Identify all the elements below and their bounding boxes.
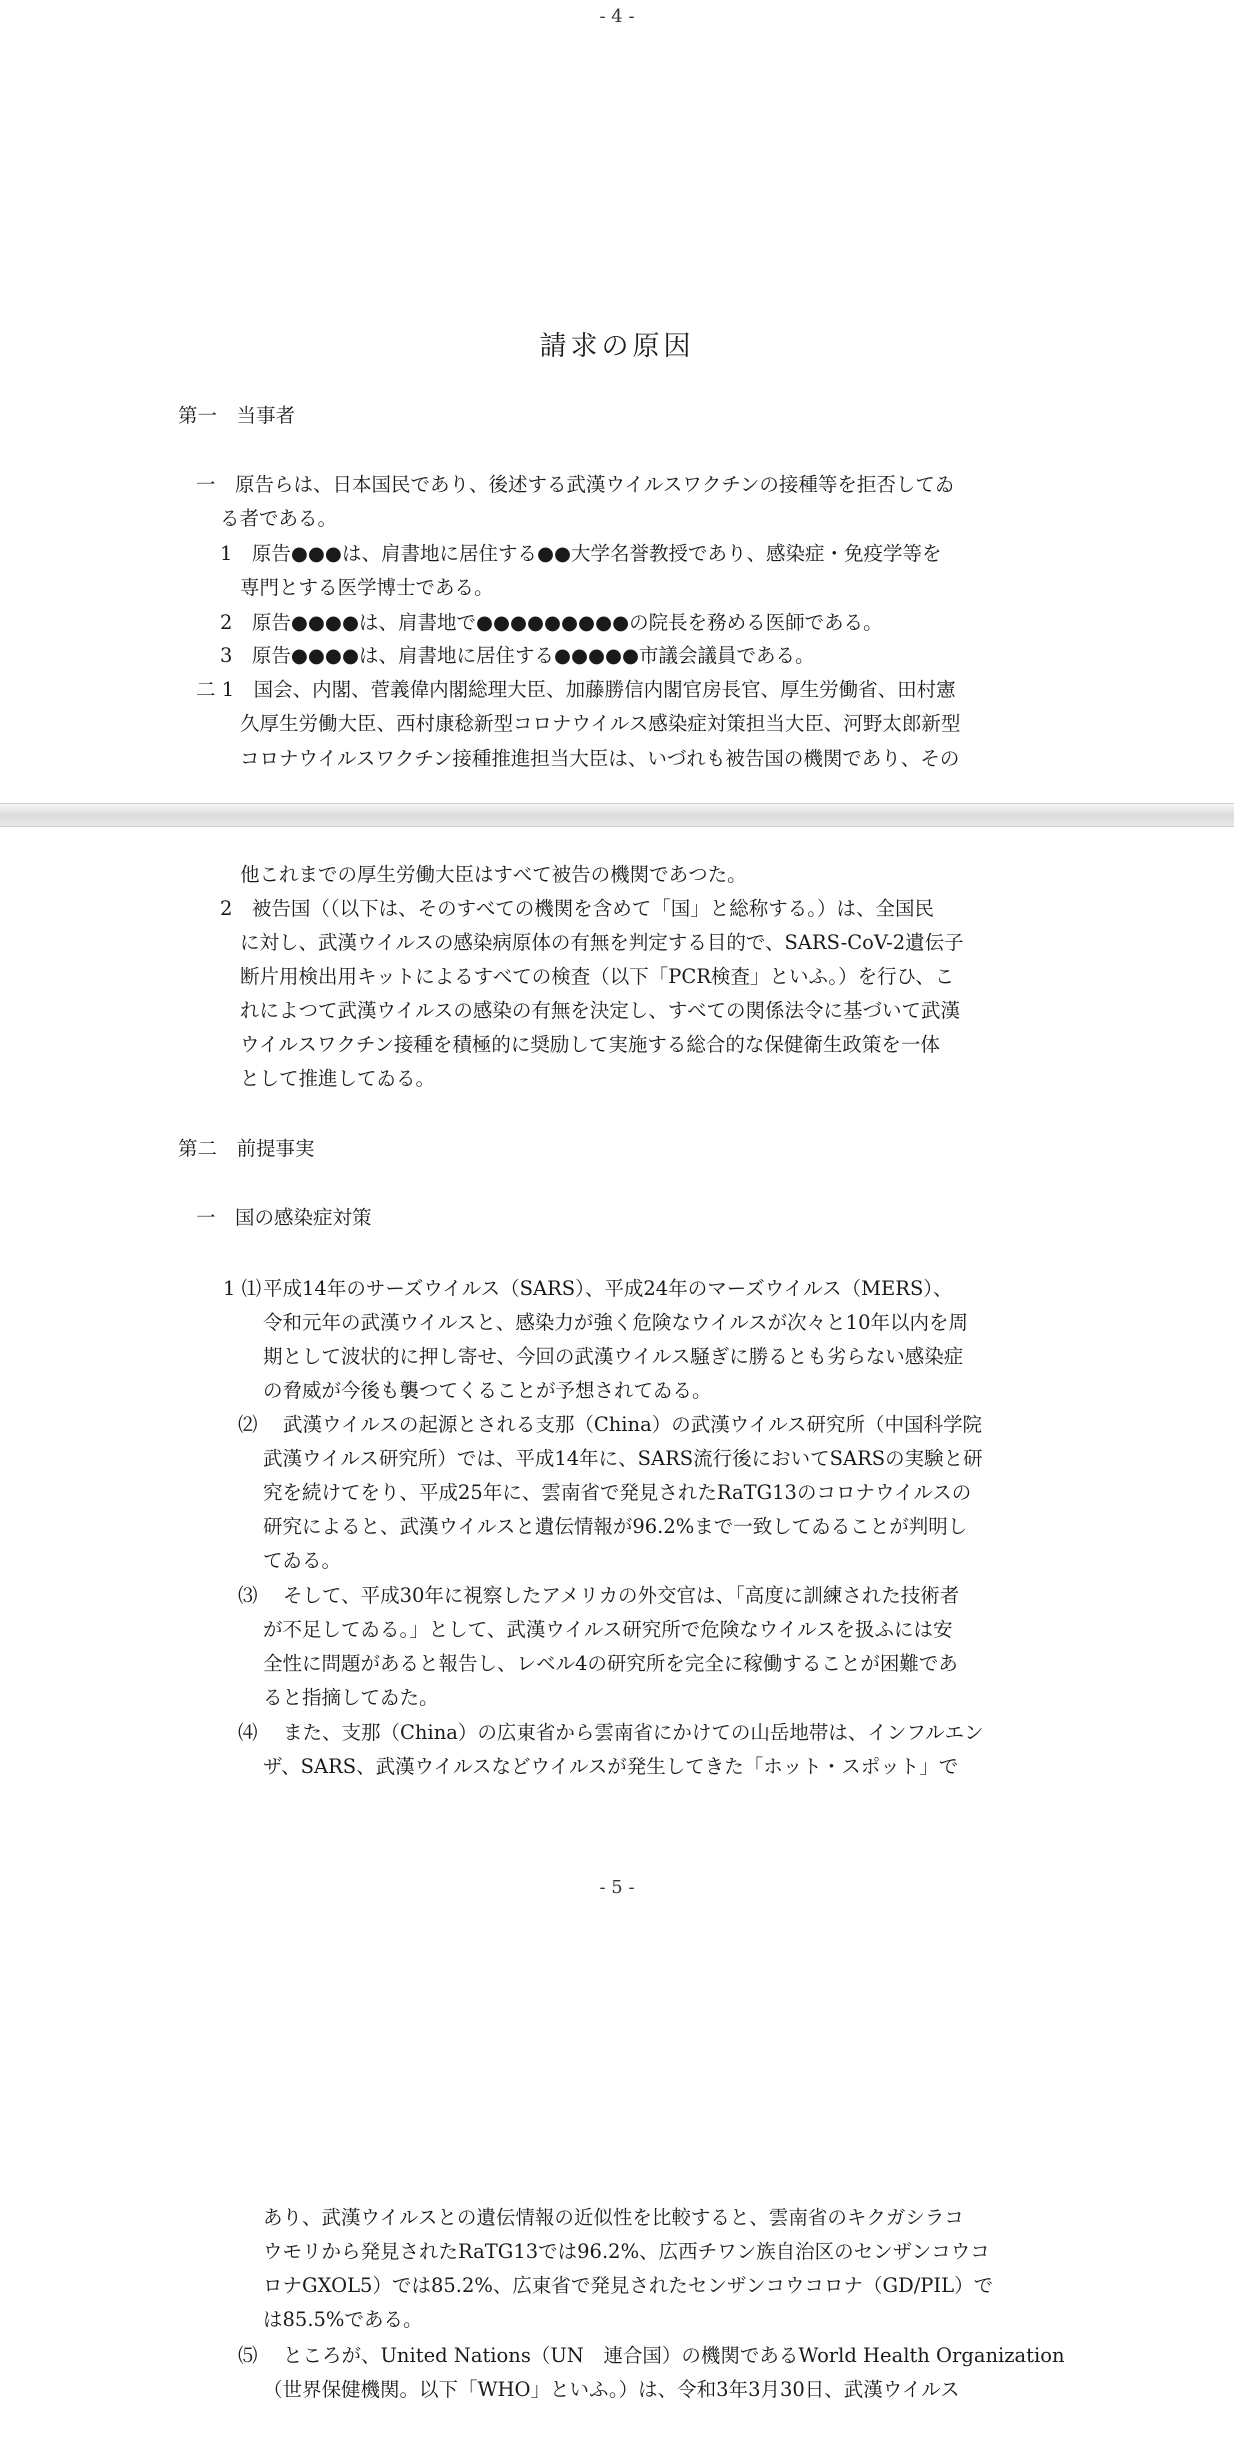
item-text: 武漢ウイルスの起源とされる支那（China）の武漢ウイルス研究所（中国科学院 — [283, 1413, 983, 1436]
text-line: 武漢ウイルス研究所）では、平成14年に、SARS流行後においてSARSの実験と研 — [263, 1447, 983, 1470]
text-line: ウモリから発見されたRaTG13では96.2%、広西チワン族自治区のセンザンコウコ — [263, 2240, 990, 2263]
text-line: 2 原告●●●●は、肩書地で●●●●●●●●●の院長を務める医師である。 — [220, 611, 883, 634]
text-line: 3 原告●●●●は、肩書地に居住する●●●●●市議会議員である。 — [220, 644, 815, 667]
item-label: ⑷ — [238, 1721, 258, 1744]
text-line: 一 原告らは、日本国民であり、後述する武漢ウイルスワクチンの接種等を拒否してゐ — [196, 473, 955, 496]
text-line: として推進してゐる。 — [240, 1067, 436, 1090]
text-line: は85.5%である。 — [263, 2308, 423, 2331]
section-heading-parties: 第一 当事者 — [178, 404, 296, 427]
text-line: が不足してゐる。」として、武漢ウイルス研究所で危険なウイルスを扱ふには安 — [263, 1618, 953, 1641]
text-line — [238, 1580, 960, 1608]
text-line: ザ、SARS、武漢ウイルスなどウイルスが発生してきた「ホット・スポット」で — [263, 1755, 959, 1778]
text-line: ウイルスワクチン接種を積極的に奨励して実施する総合的な保健衛生政策を一体 — [240, 1033, 940, 1056]
text-line: （世界保健機関。以下「WHO」といふ。）は、令和3年3月30日、武漢ウイルス — [263, 2378, 960, 2401]
page-number-5: - 5 - — [599, 1877, 635, 1898]
text-line: あり、武漢ウイルスとの遺伝情報の近似性を比較すると、雲南省のキクガシラコ — [263, 2206, 964, 2229]
text-line: 究を続けてをり、平成25年に、雲南省で発見されたRaTG13のコロナウイルスの — [263, 1481, 972, 1504]
text-line: る者である。 — [220, 507, 338, 530]
page-number-4: - 4 - — [599, 6, 635, 27]
text-line: 全性に問題があると報告し、レベル4の研究所を完全に稼働することが困難であ — [263, 1652, 958, 1675]
text-line: 令和元年の武漢ウイルスと、感染力が強く危険なウイルスが次々と10年以内を周 — [263, 1311, 968, 1334]
document-title: 請求の原因 — [539, 331, 695, 362]
text-line: 久厚生労働大臣、西村康稔新型コロナウイルス感染症対策担当大臣、河野太郎新型 — [240, 712, 961, 735]
text-line: れによつて武漢ウイルスの感染の有無を決定し、すべての関係法令に基づいて武漢 — [240, 999, 960, 1022]
subsection-heading: 一 国の感染症対策 — [196, 1206, 372, 1229]
item-label: 1 ⑴ — [223, 1277, 262, 1300]
item-text: ところが、United Nations（UN 連合国）の機関であるWorld Health Organization — [283, 2344, 1065, 2367]
text-line: に対し、武漢ウイルスの感染病原体の有無を判定する目的で、SARS-CoV-2遺伝子 — [240, 931, 964, 954]
item-label: ⑸ — [238, 2344, 258, 2367]
item-text: そして、平成30年に視察したアメリカの外交官は、「高度に訓練された技術者 — [283, 1584, 960, 1607]
text-line: 2 被告国（（以下は、そのすべての機関を含めて「国」と総称する。）は、全国民 — [220, 897, 935, 920]
page-separator — [0, 803, 1234, 827]
text-line — [223, 1273, 953, 1301]
text-line: てゐる。 — [263, 1549, 342, 1572]
text-line: ると指摘してゐた。 — [263, 1686, 439, 1709]
item-label: ⑶ — [238, 1584, 258, 1607]
text-line: 研究によると、武漢ウイルスと遺伝情報が96.2%まで一致してゐることが判明し — [263, 1515, 968, 1538]
text-line: 断片用検出用キットによるすべての検査（以下「PCR検査」といふ。）を行ひ、こ — [240, 965, 955, 988]
text-line: 二 1 国会、内閣、菅義偉内閣総理大臣、加藤勝信内閣官房長官、厚生労働省、田村憲 — [196, 678, 956, 701]
text-line: コロナウイルスワクチン接種推進担当大臣は、いづれも被告国の機関であり、その — [240, 747, 960, 770]
text-line — [238, 2340, 1065, 2368]
text-line: 期として波状的に押し寄せ、今回の武漢ウイルス騒ぎに勝るとも劣らない感染症 — [263, 1345, 964, 1368]
text-line — [238, 1717, 984, 1745]
text-line: 専門とする医学博士である。 — [240, 576, 494, 599]
text-line: の脅威が今後も襲つてくることが予想されてゐる。 — [263, 1379, 712, 1402]
item-text: 平成14年のサーズウイルス（SARS）、平成24年のマーズウイルス（MERS）、 — [263, 1277, 953, 1300]
item-text: また、支那（China）の広東省から雲南省にかけての山岳地帯は、インフルエン — [283, 1721, 984, 1744]
text-line: ロナGXOL5）では85.2%、広東省で発見されたセンザンコウコロナ（GD/PIL）で — [263, 2274, 994, 2297]
section-heading-premises: 第二 前提事実 — [178, 1137, 315, 1160]
text-line: 1 原告●●●は、肩書地に居住する●●大学名誉教授であり、感染症・免疫学等を — [220, 542, 942, 565]
text-line — [238, 1409, 983, 1437]
text-line: 他これまでの厚生労働大臣はすべて被告の機関であつた。 — [240, 863, 747, 886]
item-label: ⑵ — [238, 1413, 258, 1436]
